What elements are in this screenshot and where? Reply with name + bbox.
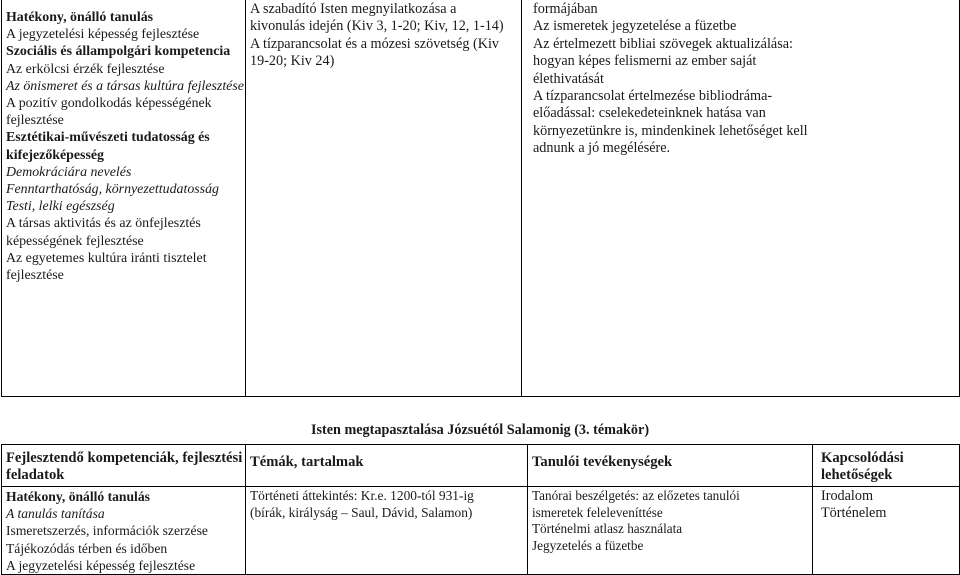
text-line: Szociális és állampolgári kompetencia [6,44,231,60]
text-line: Az értelmezett bibliai szövegek aktualizálása: hogyan képes felismerni az ember saját élethivatását [533,35,793,87]
text-line: Fenntarthatóság, környezettudatosság [6,182,219,198]
text-line: Tanórai beszélgetés: az előzetes tanulói ismeretek feleleveníttése [532,488,740,520]
text-line: A tanulás tanítása [6,506,105,522]
text-line: Történeti áttekintés: Kr.e. 1200-tól 931-ig (bírák, királyság – Saul, Dávid, Salamon) [250,488,474,520]
text-line: A jegyzetelési képesség fejlesztése [6,27,200,43]
text-line: Történelmi atlasz használata [532,521,683,537]
text-line: A tízparancsolat és a mózesi szövetség (Kiv 19-20; Kiv 24) [250,35,499,70]
text-line: Testi, lelki egészség [6,199,115,215]
bottom-activities-cell [528,487,813,575]
text-line: Ismeretszerzés, információk szerzése [6,523,208,539]
header-activities [528,445,813,487]
header-row [2,445,960,487]
competencies-list [6,9,245,284]
text-line: Tájékozódás térben és időben [6,540,168,556]
table-row [2,0,960,397]
header-topics-label: Témák, tartalmak [250,454,364,470]
bottom-competencies-list [6,488,245,574]
text-line: Az egyetemes kultúra iránti tisztelet fejlesztése [6,250,207,284]
activities-list [533,1,829,158]
bottom-competencies-cell [2,487,246,575]
text-line: A társas aktivitás és az önfejlesztés képességének fejlesztése [6,216,201,249]
text-line: Irodalom [821,488,874,504]
section-title: Isten megtapasztalása Józsuétól Salamonig (3. témakör) [310,422,650,438]
bottom-connections-cell [813,487,960,575]
header-activities-label: Tanulói tevékenységek [532,454,673,470]
competencies-cell [2,0,246,397]
top-table [1,0,960,397]
activities-cell [522,0,960,397]
bottom-connections-list [821,488,959,523]
text-line: A szabadító Isten megnyilatkozása a kivonulás idején (Kiv 3, 1-20; Kiv, 12, 1-14) [250,1,504,35]
text-line: Demokráciára nevelés [6,164,132,180]
text-line: Az erkölcsi érzék fejlesztése [6,61,165,77]
header-topics [246,445,528,487]
header-connections [813,445,960,487]
text-line: Esztétikai-művészeti tudatosság és kifejezőképesség [6,130,210,163]
text-line: A pozitív gondolkodás képességének fejlesztése [6,96,212,129]
bottom-activities-list [532,488,794,554]
text-line: Hatékony, önálló tanulás [6,10,154,25]
bottom-topics-cell [246,487,528,575]
text-line: A jegyzetelési képesség fejlesztése [6,557,196,573]
bottom-table [1,444,960,575]
text-line: Az önismeret és a társas kultúra fejlesztése [6,78,244,94]
text-line: Az ismeretek jegyzetelése a füzetbe [533,18,737,35]
bottom-topics-list [250,488,507,521]
header-connections-label: Kapcsolódási lehetőségek [821,450,904,484]
text-line: Jegyzetelés a füzetbe [532,537,644,553]
table-row [2,487,960,575]
header-competencies [2,445,246,487]
header-competencies-label: Fejlesztendő kompetenciák, fejlesztési feladatok [6,450,243,484]
text-line: Hatékony, önálló tanulás [6,489,150,504]
text-line: formájában [533,1,598,17]
text-line: Történelem [821,505,887,522]
text-line: A tízparancsolat értelmezése bibliodráma-előadással: cselekedeteinknek hatása van környezetünkre is, mindenkinek lehetőséget kell adnunk a jó megélésére. [533,88,808,157]
topics-list [250,1,513,71]
topics-cell [246,0,522,397]
